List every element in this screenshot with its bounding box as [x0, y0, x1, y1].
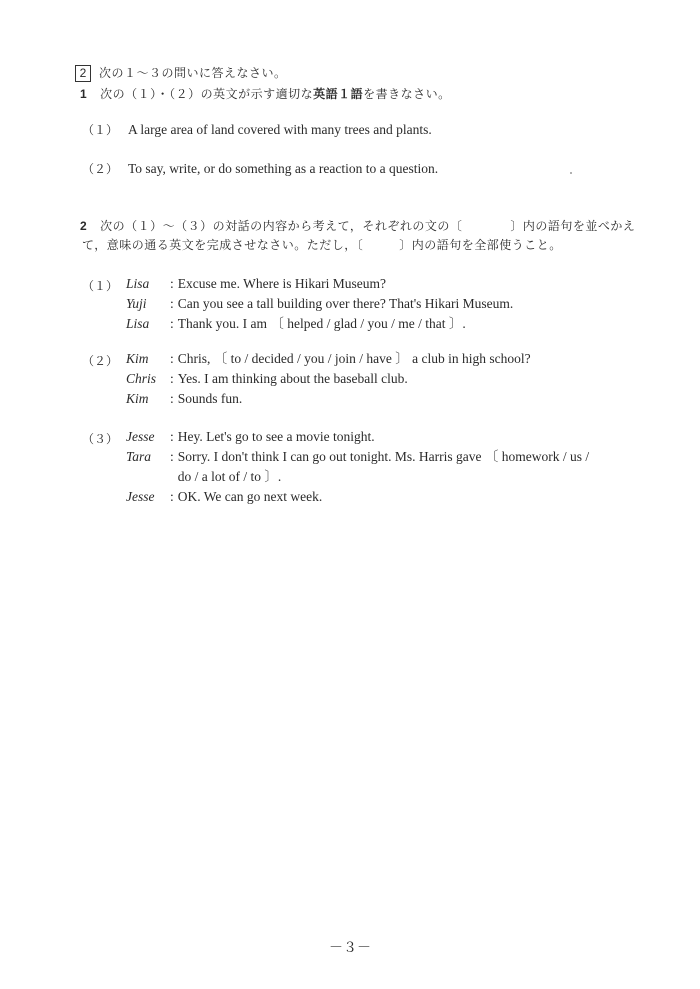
- dialogue-text: Chris, 〔 to / decided / you / join / have 〕 a club in high school?: [177, 351, 531, 366]
- dialogue-line: Kim : Chris, 〔 to / decided / you / join / have 〕 a club in high school?: [126, 349, 531, 369]
- speaker-name: Chris: [126, 371, 157, 386]
- speaker-name: Yuji: [126, 296, 147, 311]
- part1-instruction-pre: 次の（１）・（２）の英文が示す適切な: [100, 87, 314, 101]
- part2-line2-pre: て，意味の通る英文を完成させなさい。ただし，〔: [82, 238, 364, 252]
- dialogue-line: Kim : Sounds fun.: [126, 389, 531, 409]
- speaker-name: Jesse: [126, 429, 155, 444]
- part1-item-text: To say, write, or do something as a reaction to a question.: [128, 161, 439, 176]
- part1-instruction-bold: 英語１語: [313, 87, 364, 101]
- part1-item-2: [82, 160, 438, 178]
- dialogue-1: [126, 274, 513, 334]
- dialogue-text: Sounds fun.: [177, 391, 243, 406]
- part1-instruction: [80, 85, 451, 102]
- dialogue-2: [126, 349, 531, 409]
- part2-line1-pre: 次の（１）～（３）の対話の内容から考えて，それぞれの文の〔: [100, 219, 463, 233]
- dialogue-line: [126, 467, 589, 487]
- part1-item-text: A large area of land covered with many trees and plants.: [128, 122, 432, 137]
- part1-instruction-post: を書きなさい。: [363, 87, 451, 101]
- part1-item-1: [82, 121, 432, 139]
- dialogue-text: do / a lot of / to 〕.: [177, 469, 282, 484]
- dialogue-1-number: （１）: [82, 279, 119, 293]
- part2-instruction-line1: [80, 217, 635, 234]
- dialogue-2-number: （２）: [82, 354, 119, 368]
- dialogue-line: Lisa : Excuse me. Where is Hikari Museum?: [126, 274, 513, 294]
- part2-instruction-line2: [82, 236, 562, 253]
- part2-label: 2: [80, 219, 88, 233]
- part1-item-number: （１）: [82, 123, 119, 137]
- dialogue-line: Jesse : OK. We can go next week.: [126, 487, 589, 507]
- speaker-name: Kim: [126, 351, 149, 366]
- part2-line2-post: 〕内の語句を全部使うこと。: [399, 238, 562, 252]
- part1-label: 1: [80, 87, 88, 101]
- dialogue-text: Excuse me. Where is Hikari Museum?: [177, 276, 386, 291]
- part1-item-number: （２）: [82, 162, 119, 176]
- dialogue-text: Sorry. I don't think I can go out tonight. Ms. Harris gave 〔 homework / us /: [177, 449, 590, 464]
- dialogue-text: Yes. I am thinking about the baseball club.: [177, 371, 408, 386]
- dialogue-line: Jesse : Hey. Let's go to see a movie tonight.: [126, 427, 589, 447]
- scan-speck: [570, 172, 572, 174]
- speaker-name: Jesse: [126, 489, 155, 504]
- dialogue-line: Tara : Sorry. I don't think I can go out tonight. Ms. Harris gave 〔 homework / us /: [126, 447, 589, 467]
- page-number: －３－: [329, 941, 371, 956]
- dialogue-3: [126, 427, 589, 507]
- dialogue-3-number: （３）: [82, 432, 119, 446]
- dialogue-text: Hey. Let's go to see a movie tonight.: [177, 429, 375, 444]
- dialogue-text: Can you see a tall building over there? That's Hikari Museum.: [177, 296, 514, 311]
- question-number-box: 2: [75, 65, 91, 82]
- speaker-name: Tara: [126, 449, 152, 464]
- dialogue-line: Chris : Yes. I am thinking about the baseball club.: [126, 369, 531, 389]
- speaker-name: Lisa: [126, 276, 150, 291]
- dialogue-line: Lisa : Thank you. I am 〔 helped / glad / you / me / that 〕.: [126, 314, 513, 334]
- question-header: [75, 64, 287, 82]
- part2-line1-post: 〕内の語句を並べかえ: [510, 219, 636, 233]
- speaker-name: Lisa: [126, 316, 150, 331]
- speaker-name: Kim: [126, 391, 149, 406]
- dialogue-text: Thank you. I am 〔 helped / glad / you / me / that 〕.: [177, 316, 466, 331]
- question-instruction: 次の１～３の問いに答えなさい。: [99, 66, 287, 80]
- dialogue-line: Yuji : Can you see a tall building over there? That's Hikari Museum.: [126, 294, 513, 314]
- dialogue-text: OK. We can go next week.: [177, 489, 323, 504]
